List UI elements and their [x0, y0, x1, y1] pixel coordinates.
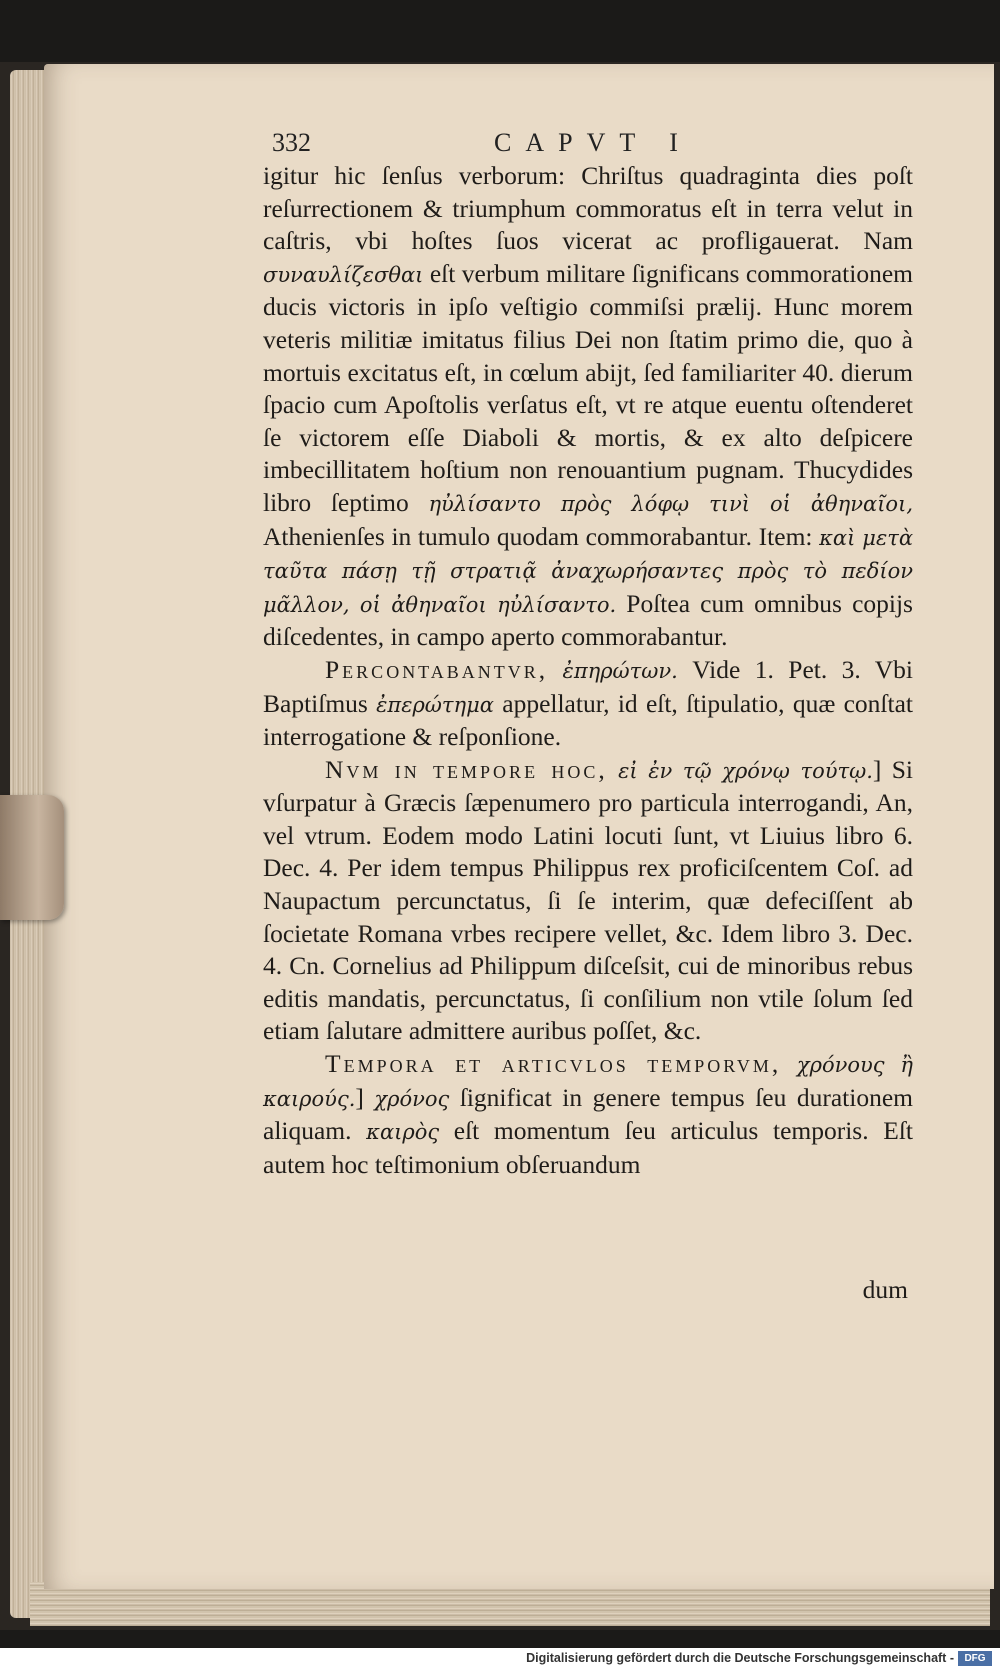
- digitization-footer: [0, 1648, 1000, 1670]
- greek-phrase: ἐπερώτημα: [376, 692, 494, 717]
- lemma: Nvm in tempore hoc,: [325, 754, 608, 784]
- body-text: [263, 160, 913, 1181]
- page-number: 332: [272, 128, 311, 157]
- greek-phrase: καὶ μετὰ ταῦτα πάσῃ τῇ στρατιᾷ ἀναχωρήσαντες πρὸς τὸ πεδίον μᾶλλον, οἱ ἀθηναῖοι ηὐλίσαντο.: [263, 525, 914, 617]
- lemma: Percontabantvr,: [325, 654, 549, 684]
- funding-credit: Digitalisierung gefördert durch die Deutsche Forschungsgemeinschaft -: [526, 1651, 954, 1665]
- running-head: CAPVT I: [494, 128, 692, 157]
- greek-phrase: καιρὸς: [366, 1120, 440, 1145]
- paragraph-1: igitur hic ſenſus verborum: Chriſtus quadraginta dies poſt reſurrectionem & triumphum commoratus eſt in terra velut in caſtris, vbi hoſtes ſuos vicerat ac profligauerat. Nam συναυλίζεσθαι eſt verbum militare ſignificans commorationem ducis victoris in ipſo veſtigio commiſsi prælij. Hunc morem veteris militiæ imitatus filius Dei non ſtatim primo die, quo à mortuis excitatus eſt, in cœlum abijt, ſed familiariter 40. dierum ſpacio cum Apoſtolis verſatus eſt, vt re atque euentu oſtenderet ſe victorem eſſe Diaboli & mortis, & ex alto deſpicere imbecillitatem hoſtium non renouantium pugnam. Thucydides libro ſeptimo ηὐλίσαντο πρὸς λόφῳ τινὶ οἱ ἀθηναῖοι, Athenienſes in tumulo quodam commorabantur. Item: καὶ μετὰ ταῦτα πάσῃ τῇ στρατιᾷ ἀναχωρήσαντες πρὸς τὸ πεδίον μᾶλλον, οἱ ἀθηναῖοι ηὐλίσαντο. Poſtea cum omnibus copijs diſcedentes, in campo aperto commorabantur.: [263, 161, 914, 652]
- greek-phrase: ἐπηρώτων.: [562, 658, 678, 683]
- greek-phrase: ηὐλίσαντο πρὸς λόφῳ τινὶ οἱ ἀθηναῖοι,: [428, 491, 913, 516]
- paragraph-2: Percontabantvr, ἐπηρώτων. Vide 1. Pet. 3. Vbi Baptiſmus ἐπερώτημα appellatur, id eſt, ſtipulatio, quæ conſtat interrogatione & reſponſione.: [263, 654, 913, 752]
- greek-phrase: χρόνος: [374, 1086, 450, 1111]
- greek-phrase: εἰ ἐν τῷ χρόνῳ τούτῳ.: [618, 758, 873, 783]
- bookmark-ribbon: [0, 795, 64, 920]
- catchword: dum: [862, 1275, 908, 1304]
- paragraph-3: Nvm in tempore hoc, εἰ ἐν τῷ χρόνῳ τούτῳ.] Si vſurpatur à Græcis ſæpenumero pro particula interrogandi, An, vel vtrum. Eodem modo Latini locuti ſunt, vt Liuius libro 6. Dec. 4. Per idem tempus Philippus rex proficiſcentem Coſ. ad Naupactum percunctatus, ſi ſe interim, quæ defeciſſent ab ſocietate Romana vrbes recipere vellet, &c. Idem libro 3. Dec. 4. Cn. Cornelius ad Philippum diſceſsit, cui de minoribus rebus editis mandatis, percunctatus, ſi conſilium non vtile ſolum ſed etiam ſalutare admittere auribus poſſet, &c.: [263, 754, 914, 1046]
- greek-phrase: συναυλίζεσθαι: [263, 262, 424, 287]
- lemma: Tempora et articvlos temporvm,: [325, 1049, 782, 1079]
- paragraph-4: Tempora et articvlos temporvm, χρόνους ἢ καιρούς.] χρόνος ſignificat in genere tempus ſeu durationem aliquam. καιρὸς eſt momentum ſeu articulus temporis. Eſt autem hoc teſtimonium obſeruandum: [263, 1049, 914, 1179]
- greek-phrase: χρόνους ἢ καιρούς.: [263, 1053, 914, 1111]
- dfg-logo: DFG: [958, 1651, 992, 1666]
